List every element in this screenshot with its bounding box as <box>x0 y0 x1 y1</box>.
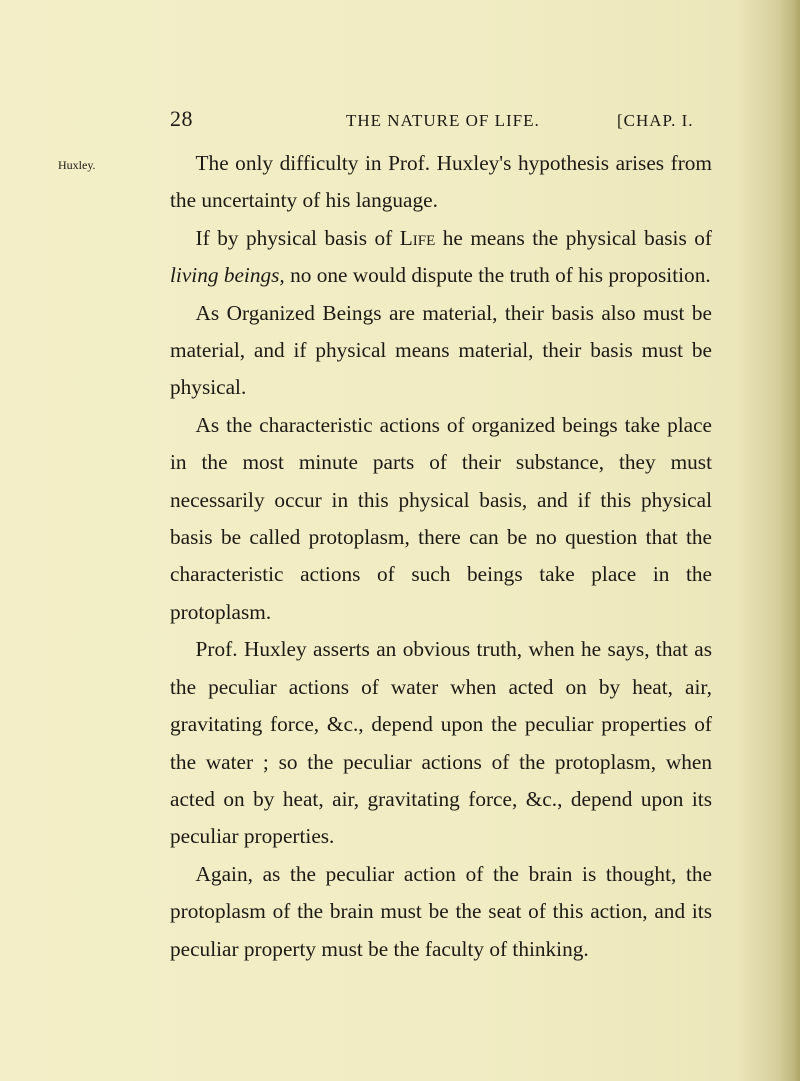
paragraph-2-part-b: he means the physical basis of <box>435 225 712 250</box>
body-text <box>170 145 712 968</box>
page-edge-shadow <box>778 0 800 1081</box>
page-header <box>170 106 710 138</box>
running-title: THE NATURE OF LIFE. <box>346 111 540 130</box>
paragraph-1: The only difficulty in Prof. Huxley's hypothesis arises from the uncertainty of his language. <box>170 151 712 213</box>
life-smallcaps: Life <box>399 225 436 250</box>
paragraph-3: As Organized Beings are material, their basis also must be material, and if physical means material, their basis must be physical. <box>170 300 712 400</box>
living-beings-italic: living beings, <box>170 263 285 288</box>
paragraph-2-part-c: no one would dispute the truth of his proposition. <box>284 263 711 288</box>
chapter-reference: [CHAP. I. <box>617 111 694 130</box>
margin-note: Huxley. <box>58 158 96 172</box>
paragraph-5: Prof. Huxley asserts an obvious truth, when he says, that as the peculiar actions of water when acted on by heat, air, gravitating force, &c., depend upon the peculiar properties of the water ; so the peculiar actions of the protoplasm, when acted on by heat, air, gravitating force, &c., depend upon its peculiar properties. <box>170 637 712 849</box>
paragraph-2-part-a: If by physical basis of <box>195 225 400 250</box>
paragraph-6: Again, as the peculiar action of the brain is thought, the protoplasm of the brain must be the seat of this action, and its peculiar property must be the faculty of thinking. <box>170 861 712 961</box>
page-number: 28 <box>170 106 193 131</box>
paragraph-2 <box>170 220 712 295</box>
paragraph-4: As the characteristic actions of organized beings take place in the most minute parts of their substance, they must necessarily occur in this physical basis, and if this physical basis be called protoplasm, there can be no question that the characteristic actions of such beings take place in the protoplasm. <box>170 412 712 624</box>
